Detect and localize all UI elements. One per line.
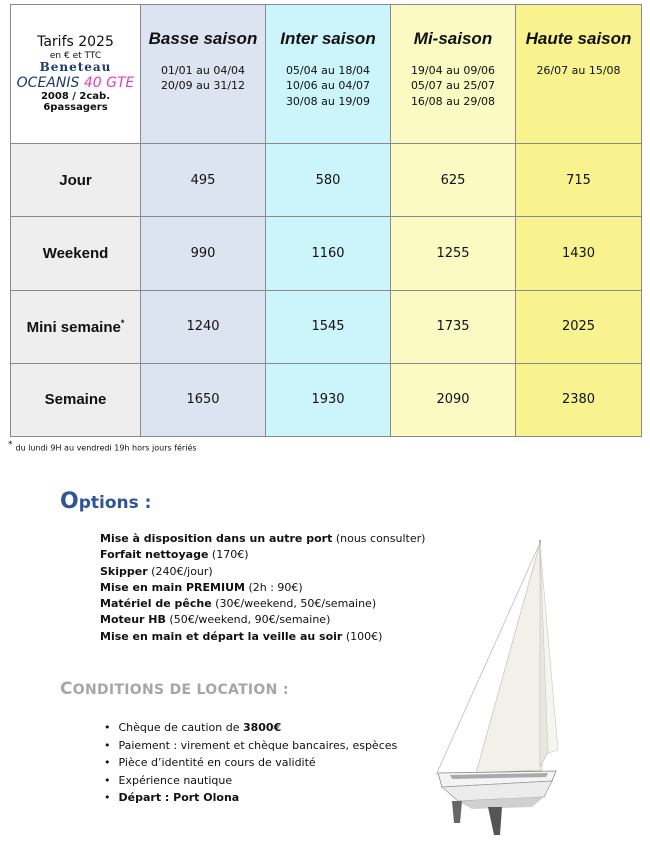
row-label: Mini semaine* — [11, 290, 141, 363]
season-name: Mi-saison — [413, 29, 493, 48]
list-item: Mise en main et départ la veille au soir (100€) — [100, 629, 383, 643]
price-cell: 1240 — [141, 290, 266, 363]
footnote: * du lundi 9H au vendredi 19h hors jours fériés — [8, 440, 197, 453]
price-cell: 1650 — [141, 363, 266, 436]
price-cell: 2025 — [516, 290, 642, 363]
currency-note: en € et TTC — [49, 50, 102, 61]
price-cell: 495 — [141, 144, 266, 217]
conditions-title: CONDITIONS DE LOCATION : — [60, 679, 289, 699]
list-item: Moteur HB (50€/weekend, 90€/semaine) — [100, 613, 331, 627]
season-name: Haute saison — [525, 29, 632, 48]
price-cell: 1545 — [266, 290, 391, 363]
list-item: Skipper (240€/jour) — [100, 564, 213, 578]
table-row — [11, 290, 642, 363]
price-cell: 715 — [516, 144, 642, 217]
footnote-marker: * — [120, 317, 125, 328]
options-list — [100, 531, 425, 645]
season-header-mi — [391, 5, 516, 144]
list-item: • Départ : Port Olona — [104, 789, 397, 807]
table-row — [11, 217, 642, 290]
list-item: Mise en main PREMIUM (2h : 90€) — [100, 580, 303, 594]
options-title: Options : — [60, 489, 152, 514]
list-item: • Chèque de caution de 3800€ — [104, 719, 397, 737]
model-name: OCEANIS 40 GTE — [16, 74, 135, 91]
pricing-table — [10, 4, 642, 437]
conditions-list — [104, 719, 397, 807]
sailboat-illustration — [428, 535, 558, 835]
season-name: Basse saison — [148, 29, 258, 48]
price-cell: 580 — [266, 144, 391, 217]
list-item: Mise à disposition dans un autre port (nous consulter) — [100, 532, 426, 545]
row-label: Semaine — [11, 363, 141, 436]
season-dates: 05/04 au 18/04 10/06 au 04/07 30/08 au 19/09 — [285, 64, 371, 108]
table-corner-info — [11, 5, 141, 144]
price-cell: 2090 — [391, 363, 516, 436]
price-cell: 2380 — [516, 363, 642, 436]
price-cell: 1930 — [266, 363, 391, 436]
price-cell: 1735 — [391, 290, 516, 363]
season-header-basse — [141, 5, 266, 144]
season-dates: 26/07 au 15/08 — [536, 64, 621, 77]
season-header-haute — [516, 5, 642, 144]
list-item: Matériel de pêche (30€/weekend, 50€/semaine) — [100, 597, 377, 611]
boat-spec: 2008 / 2cab. 6passagers — [40, 90, 111, 114]
list-item: Forfait nettoyage (170€) — [100, 548, 249, 562]
season-dates: 01/01 au 04/04 20/09 au 31/12 — [160, 64, 246, 93]
price-cell: 1255 — [391, 217, 516, 290]
table-row — [11, 144, 642, 217]
list-item: • Expérience nautique — [104, 772, 397, 790]
table-row — [11, 363, 642, 436]
model-number: 40 GTE — [83, 74, 135, 91]
price-cell: 1160 — [266, 217, 391, 290]
tarifs-title: Tarifs 2025 — [37, 34, 114, 51]
list-item: • Pièce d’identité en cours de validité — [104, 754, 397, 772]
list-item: • Paiement : virement et chèque bancaires, espèces — [104, 737, 397, 755]
row-label: Jour — [11, 144, 141, 217]
price-cell: 625 — [391, 144, 516, 217]
price-cell: 990 — [141, 217, 266, 290]
season-name: Inter saison — [280, 29, 376, 48]
season-header-inter — [266, 5, 391, 144]
brand-name: Beneteau — [39, 59, 112, 74]
season-dates: 19/04 au 09/06 05/07 au 25/07 16/08 au 29/08 — [410, 64, 496, 108]
price-cell: 1430 — [516, 217, 642, 290]
row-label: Weekend — [11, 217, 141, 290]
